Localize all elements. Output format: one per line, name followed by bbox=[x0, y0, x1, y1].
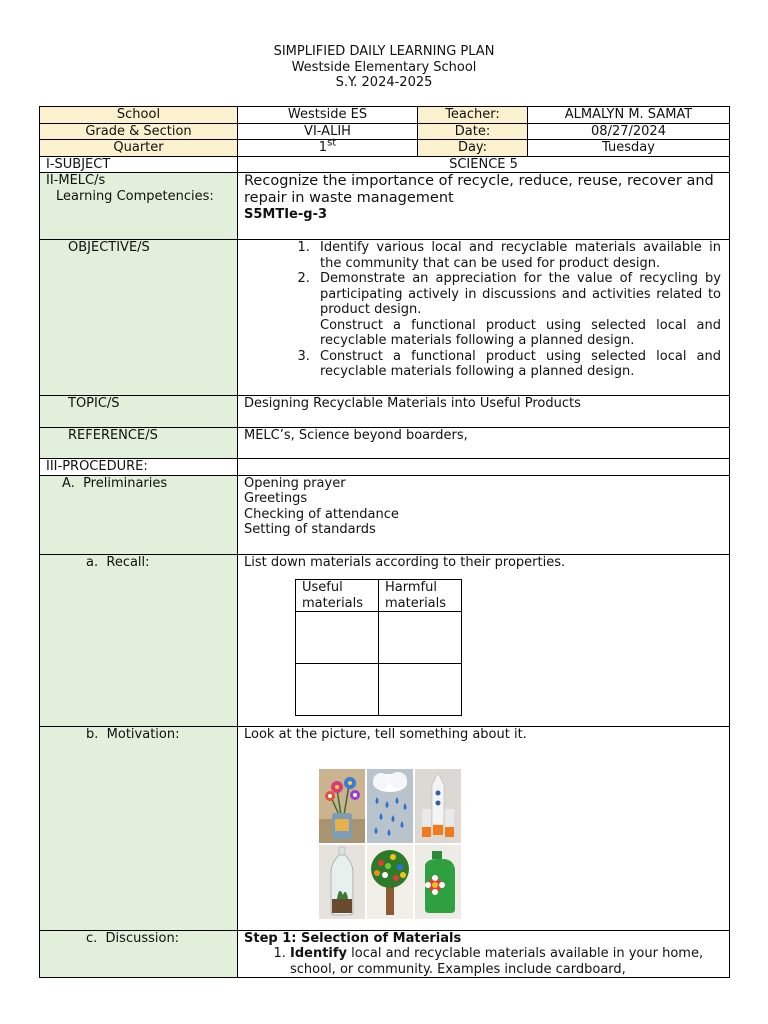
rocket-image bbox=[415, 769, 461, 843]
day-value: Tuesday bbox=[528, 140, 730, 157]
recall-table-cell bbox=[296, 664, 379, 716]
recall-table-header: Harmful materials bbox=[379, 580, 462, 612]
school-label: School bbox=[40, 107, 238, 124]
reference-value: MELC’s, Science beyond boarders, bbox=[238, 428, 730, 459]
recall-text: List down materials according to their properties. bbox=[244, 554, 566, 570]
quarter-number: 1 bbox=[318, 140, 328, 155]
melc-label-cell bbox=[40, 173, 238, 240]
motivation-text: Look at the picture, tell something about it. bbox=[244, 726, 527, 742]
day-label: Day: bbox=[418, 140, 528, 157]
objective-item: 2. Demonstrate an appreciation for the value of recycling by participating actively in discussions and activities related to product design. Construct a functional product using selected local and recyclable materials following a planned design. bbox=[314, 271, 721, 349]
plan-title: SIMPLIFIED DAILY LEARNING PLAN bbox=[273, 44, 495, 59]
subject-value: SCIENCE 5 bbox=[238, 156, 730, 173]
melc-label: II-MELC/s bbox=[46, 173, 106, 188]
motivation-marker: b. bbox=[86, 726, 99, 742]
discussion-list bbox=[244, 946, 723, 977]
motivation-label: b. Motivation: bbox=[40, 726, 238, 930]
date-value: 08/27/2024 bbox=[528, 123, 730, 140]
cloud-mobile-image bbox=[367, 769, 413, 843]
teacher-value: ALMALYN M. SAMAT bbox=[528, 107, 730, 124]
quarter-suffix: st bbox=[327, 137, 337, 149]
recall-table-header: Useful materials bbox=[296, 580, 379, 612]
procedure-label: III-PROCEDURE: bbox=[40, 459, 238, 476]
competencies-label: Learning Competencies: bbox=[56, 188, 214, 204]
discussion-label: c. Discussion: bbox=[40, 930, 238, 978]
preliminary-item: Setting of standards bbox=[244, 522, 376, 537]
flower-jar-image bbox=[319, 769, 365, 843]
recall-table-cell bbox=[296, 612, 379, 664]
topic-value: Designing Recyclable Materials into Useful Products bbox=[238, 396, 730, 428]
reference-label: REFERENCE/S bbox=[40, 428, 238, 459]
recall-table bbox=[295, 579, 462, 716]
subject-label: I-SUBJECT bbox=[40, 156, 238, 173]
topic-label: TOPIC/S bbox=[40, 396, 238, 428]
bottle-terrarium-image bbox=[319, 845, 365, 919]
discussion-item: 1. Identify local and recyclable materials available in your home, school, or community. Examples include cardboard, bbox=[290, 946, 723, 977]
teacher-label: Teacher: bbox=[418, 107, 528, 124]
jug-planter-image bbox=[415, 845, 461, 919]
quarter-value bbox=[238, 137, 418, 157]
motivation-content bbox=[238, 726, 730, 930]
recall-table-cell bbox=[379, 664, 462, 716]
objective-item: 3. Construct a functional product using selected local and recyclable materials following a planned design. bbox=[314, 349, 721, 380]
discussion-step-title: Step 1: Selection of Materials bbox=[244, 930, 462, 946]
discussion-marker: c. bbox=[86, 930, 98, 946]
school-name: Westside Elementary School bbox=[291, 59, 477, 75]
preliminaries-marker: A. bbox=[62, 475, 75, 491]
grade-label: Grade & Section bbox=[40, 123, 238, 140]
recall-table-cell bbox=[379, 612, 462, 664]
date-label: Date: bbox=[418, 123, 528, 140]
document-header bbox=[0, 0, 768, 90]
melc-code: S5MTIe-g-3 bbox=[244, 207, 328, 222]
grade-value: VI-ALIH bbox=[238, 123, 418, 140]
preliminaries-content bbox=[238, 475, 730, 554]
quarter-label: Quarter bbox=[40, 140, 238, 157]
melc-content bbox=[238, 173, 730, 240]
preliminary-item: Checking of attendance bbox=[244, 506, 399, 522]
recall-marker: a. bbox=[86, 554, 99, 570]
school-year: S.Y. 2024-2025 bbox=[335, 75, 433, 90]
school-value: Westside ES bbox=[238, 107, 418, 124]
objectives-list bbox=[244, 240, 721, 380]
preliminary-item: Greetings bbox=[244, 491, 308, 506]
objective-item: 1. Identify various local and recyclable materials available in the community that can be used for product design. bbox=[314, 240, 721, 271]
objectives-label: OBJECTIVE/S bbox=[40, 240, 238, 396]
bottlecap-tree-image bbox=[367, 845, 413, 919]
discussion-content bbox=[238, 930, 730, 978]
objectives-content bbox=[238, 240, 730, 396]
recycled-crafts-image-grid bbox=[319, 769, 464, 919]
preliminaries-label: A. Preliminaries bbox=[40, 475, 238, 554]
melc-text: Recognize the importance of recycle, reduce, reuse, recover and repair in waste management bbox=[244, 173, 714, 206]
recall-content bbox=[238, 554, 730, 726]
recall-label: a. Recall: bbox=[40, 554, 238, 726]
preliminary-item: Opening prayer bbox=[244, 475, 346, 491]
lesson-plan-table bbox=[39, 106, 730, 978]
